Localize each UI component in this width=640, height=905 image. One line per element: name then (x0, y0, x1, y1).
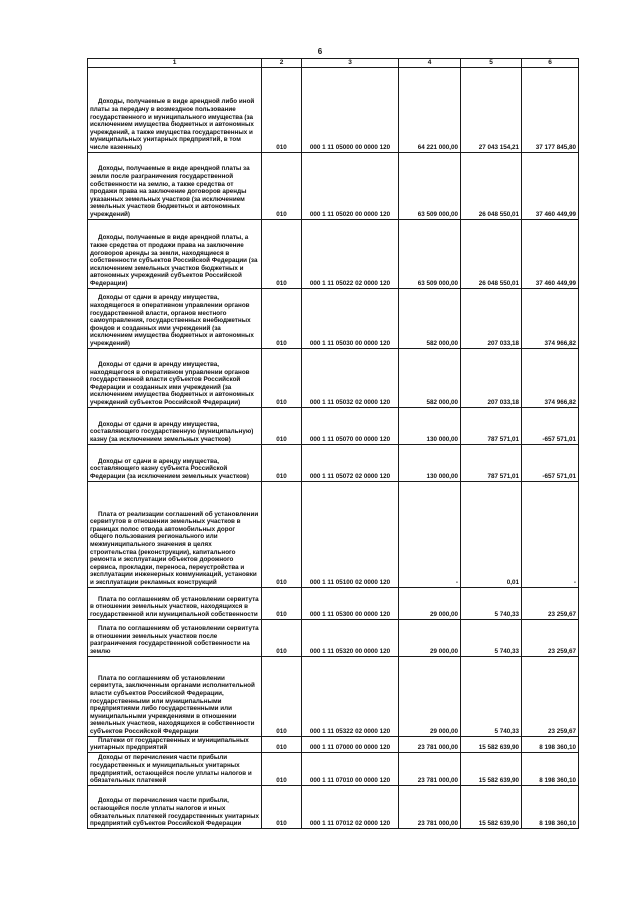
row-code: 010 (262, 656, 302, 736)
row-name: Плата по соглашениям об установлении сервитута, заключенным органами исполнительной власти субъектов Российской Федерации, государственными или муниципальными предприятиями либо государственными или муниципальными учреждениями в отношении земельных участков, находящихся в собственности субъектов Российской Федерации (90, 674, 255, 735)
row-executed: 787 571,01 (461, 407, 522, 444)
row-unexecuted: 374 966,82 (522, 348, 579, 407)
table-row (88, 444, 579, 481)
row-kbk: 000 1 11 05032 02 0000 120 (302, 348, 399, 407)
row-name: Доходы от сдачи в аренду имущества, составляющего государственную (муниципальную) казну (за исключением земельных участков) (90, 420, 254, 443)
column-number: 4 (399, 59, 461, 68)
row-approved: 23 781 000,00 (399, 752, 461, 785)
row-name-cell (88, 785, 262, 828)
row-unexecuted: -657 571,01 (522, 407, 579, 444)
row-name: Плата по соглашениям об установлении сервитута в отношении земельных участков после разграничения государственной собственности на землю (90, 625, 259, 655)
row-executed: 15 582 639,90 (461, 752, 522, 785)
row-executed: 0,01 (461, 481, 522, 587)
row-kbk: 000 1 11 07010 00 0000 120 (302, 752, 399, 785)
row-name-cell (88, 481, 262, 587)
row-approved: 64 221 000,00 (399, 67, 461, 152)
row-executed: 787 571,01 (461, 444, 522, 481)
row-name: Плата по соглашениям об установлении сервитута в отношении земельных участков, находящихся в государственной или муниципальной собственности (90, 595, 259, 618)
row-approved: 29 000,00 (399, 587, 461, 619)
page-number: 6 (317, 47, 323, 56)
row-code: 010 (262, 619, 302, 656)
row-executed: 15 582 639,90 (461, 736, 522, 752)
row-code: 010 (262, 481, 302, 587)
row-executed: 27 043 154,21 (461, 67, 522, 152)
row-name: Доходы, получаемые в виде арендной платы, а также средства от продажи права на заключение договоров аренды за земли, находящиеся в собственности субъектов Российской Федерации (за исключением земельных участков бюджетных и автономных учреждений субъектов Российской Федерации) (90, 234, 258, 287)
row-executed: 15 582 639,90 (461, 785, 522, 828)
row-kbk: 000 1 11 05022 02 0000 120 (302, 219, 399, 288)
row-kbk: 000 1 11 05000 00 0000 120 (302, 67, 399, 152)
row-name-cell (88, 288, 262, 348)
row-name: Платежи от государственных и муниципальных унитарных предприятий (90, 736, 249, 752)
table-row (88, 67, 579, 152)
row-kbk: 000 1 11 05322 02 0000 120 (302, 656, 399, 736)
row-name-cell (88, 407, 262, 444)
row-name-cell (88, 656, 262, 736)
column-number: 1 (88, 59, 262, 68)
table-row (88, 407, 579, 444)
row-kbk: 000 1 11 05020 00 0000 120 (302, 152, 399, 219)
row-executed: 26 048 550,01 (461, 219, 522, 288)
row-name-cell (88, 219, 262, 288)
row-unexecuted: 23 259,67 (522, 656, 579, 736)
table-row (88, 785, 579, 828)
table-row (88, 152, 579, 219)
row-name: Доходы, получаемые в виде арендной платы за земли после разграничения государственной собственности на землю, а также средства от продажи права на заключение договоров аренды указанных земельных участков (за исключением земельных участков бюджетных и автономных учреждений) (90, 165, 250, 218)
row-name: Доходы от перечисления части прибыли государственных и муниципальных унитарных предприятий, остающейся после уплаты налогов и обязательных платежей (90, 754, 252, 785)
row-name-cell (88, 752, 262, 785)
table-row (88, 587, 579, 619)
row-unexecuted: - (522, 481, 579, 587)
row-name-cell (88, 736, 262, 752)
row-unexecuted: 374 966,82 (522, 288, 579, 348)
row-unexecuted: 23 259,67 (522, 587, 579, 619)
row-executed: 26 048 550,01 (461, 152, 522, 219)
table-row (88, 752, 579, 785)
row-approved: 63 509 000,00 (399, 219, 461, 288)
row-unexecuted: 8 198 360,10 (522, 752, 579, 785)
table-row (88, 348, 579, 407)
row-approved: 130 000,00 (399, 407, 461, 444)
row-kbk: 000 1 11 05030 00 0000 120 (302, 288, 399, 348)
row-name-cell (88, 67, 262, 152)
column-number: 2 (262, 59, 302, 68)
row-code: 010 (262, 67, 302, 152)
row-name-cell (88, 152, 262, 219)
row-executed: 5 740,33 (461, 587, 522, 619)
row-kbk: 000 1 11 05320 00 0000 120 (302, 619, 399, 656)
row-approved: 130 000,00 (399, 444, 461, 481)
row-unexecuted: -657 571,01 (522, 444, 579, 481)
table-row (88, 619, 579, 656)
row-code: 010 (262, 752, 302, 785)
row-name-cell (88, 348, 262, 407)
row-kbk: 000 1 11 07012 02 0000 120 (302, 785, 399, 828)
row-approved: - (399, 481, 461, 587)
row-executed: 207 033,18 (461, 288, 522, 348)
row-name: Доходы от сдачи в аренду имущества, составляющего казну субъекта Российской Федерации (за исключением земельных участков) (90, 457, 249, 480)
row-approved: 23 781 000,00 (399, 736, 461, 752)
row-name-cell (88, 587, 262, 619)
row-approved: 582 000,00 (399, 288, 461, 348)
row-approved: 23 781 000,00 (399, 785, 461, 828)
row-executed: 207 033,18 (461, 348, 522, 407)
column-number: 5 (461, 59, 522, 68)
row-executed: 5 740,33 (461, 656, 522, 736)
row-unexecuted: 37 177 845,80 (522, 67, 579, 152)
row-code: 010 (262, 587, 302, 619)
row-code: 010 (262, 407, 302, 444)
row-kbk: 000 1 11 07000 00 0000 120 (302, 736, 399, 752)
row-name: Плата от реализации соглашений об установлении сервитутов в отношении земельных участков в границах полос отвода автомобильных дорог общего пользования регионального или межмуниципального значения в целях строительства (реконструкции), капитального ремонта и эксплуатации объектов дорожного сервиса, прокладки, переноса, переустройства и эксплуатации инженерных коммуникаций, установки и эксплуатации рекламных конструкций (90, 510, 259, 586)
row-kbk: 000 1 11 05300 00 0000 120 (302, 587, 399, 619)
row-approved: 582 000,00 (399, 348, 461, 407)
column-number: 6 (522, 59, 579, 68)
row-unexecuted: 8 198 360,10 (522, 736, 579, 752)
row-name: Доходы от сдачи в аренду имущества, находящегося в оперативном управлении органов государственной власти субъектов Российской Федерации и созданных ими учреждений (за исключением имущества бюджетных и автономных учреждений субъектов Российской Федерации) (90, 361, 254, 406)
row-unexecuted: 37 460 449,99 (522, 219, 579, 288)
row-kbk: 000 1 11 05072 02 0000 120 (302, 444, 399, 481)
row-code: 010 (262, 348, 302, 407)
row-code: 010 (262, 785, 302, 828)
row-unexecuted: 37 460 449,99 (522, 152, 579, 219)
row-name: Доходы от перечисления части прибыли, остающейся после уплаты налогов и иных обязательных платежей государственных унитарных предприятий субъектов Российской Федерации (90, 797, 259, 828)
row-executed: 5 740,33 (461, 619, 522, 656)
row-kbk: 000 1 11 05100 02 0000 120 (302, 481, 399, 587)
table-row (88, 481, 579, 587)
row-code: 010 (262, 444, 302, 481)
row-name-cell (88, 619, 262, 656)
row-unexecuted: 8 198 360,10 (522, 785, 579, 828)
row-approved: 63 509 000,00 (399, 152, 461, 219)
row-name-cell (88, 444, 262, 481)
column-number: 3 (302, 59, 399, 68)
table-row (88, 219, 579, 288)
row-kbk: 000 1 11 05070 00 0000 120 (302, 407, 399, 444)
column-number-row (88, 59, 579, 68)
table-row (88, 656, 579, 736)
row-name: Доходы, получаемые в виде арендной либо иной платы за передачу в возмездное пользование государственного и муниципального имущества (за исключением имущества бюджетных и автономных учреждений, а также имущества государственных и муниципальных унитарных предприятий, в том числе казенных) (90, 98, 255, 151)
revenue-table (87, 58, 579, 829)
row-approved: 29 000,00 (399, 619, 461, 656)
row-code: 010 (262, 288, 302, 348)
row-code: 010 (262, 736, 302, 752)
row-name: Доходы от сдачи в аренду имущества, находящегося в оперативном управлении органов государственной власти, органов местного самоуправления, государственных внебюджетных фондов и созданных ими учреждений (за исключением имущества бюджетных и автономных учреждений) (90, 294, 254, 347)
row-code: 010 (262, 152, 302, 219)
row-code: 010 (262, 219, 302, 288)
table-row (88, 736, 579, 752)
table-row (88, 288, 579, 348)
row-unexecuted: 23 259,67 (522, 619, 579, 656)
row-approved: 29 000,00 (399, 656, 461, 736)
